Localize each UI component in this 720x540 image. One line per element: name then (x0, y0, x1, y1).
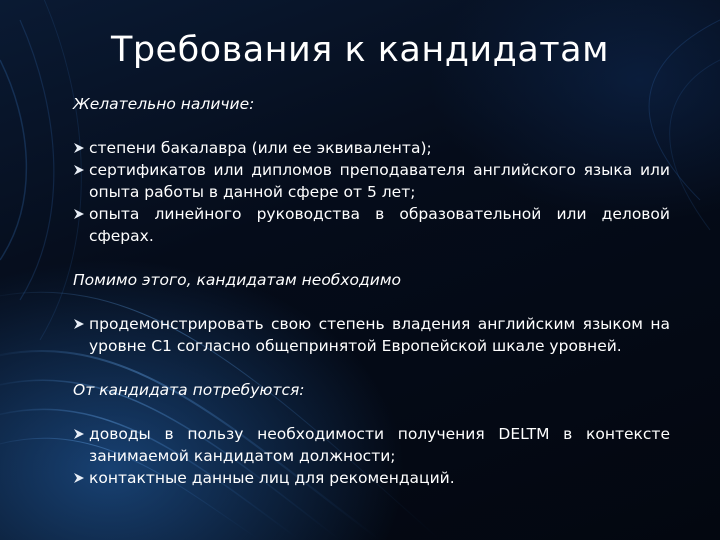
bullet-item (73, 203, 670, 247)
arrow-bullet-icon (73, 142, 85, 154)
arrow-bullet-icon (73, 164, 85, 176)
bullet-text: доводы в пользу необходимости получения DELTM в контексте занимаемой кандидатом должности; (89, 425, 670, 465)
bullet-text: сертификатов или дипломов преподавателя английского языка или опыта работы в данной сфере от 5 лет; (89, 161, 670, 201)
bullet-text: степени бакалавра (или ее эквивалента); (89, 139, 432, 157)
arrow-bullet-icon (73, 472, 85, 484)
slide-content (73, 93, 670, 489)
slide-title: Требования к кандидатам (110, 30, 610, 70)
bullet-text: контактные данные лиц для рекомендаций. (89, 469, 455, 487)
bullet-item (73, 137, 670, 159)
section-heading: Желательно наличие: (73, 95, 255, 113)
bullet-item (73, 467, 670, 489)
arrow-bullet-icon (73, 318, 85, 330)
arrow-bullet-icon (73, 208, 85, 220)
bullet-item (73, 423, 670, 467)
bullet-item (73, 159, 670, 203)
bullet-text: продемонстрировать свою степень владения английским языком на уровне С1 согласно общепринятой Европейской шкале уровней. (89, 315, 670, 355)
section-heading: От кандидата потребуются: (73, 381, 305, 399)
section-heading: Помимо этого, кандидатам необходимо (73, 271, 401, 289)
arrow-bullet-icon (73, 428, 85, 440)
bullet-text: опыта линейного руководства в образовательной или деловой сферах. (89, 205, 670, 245)
bullet-item (73, 313, 670, 357)
